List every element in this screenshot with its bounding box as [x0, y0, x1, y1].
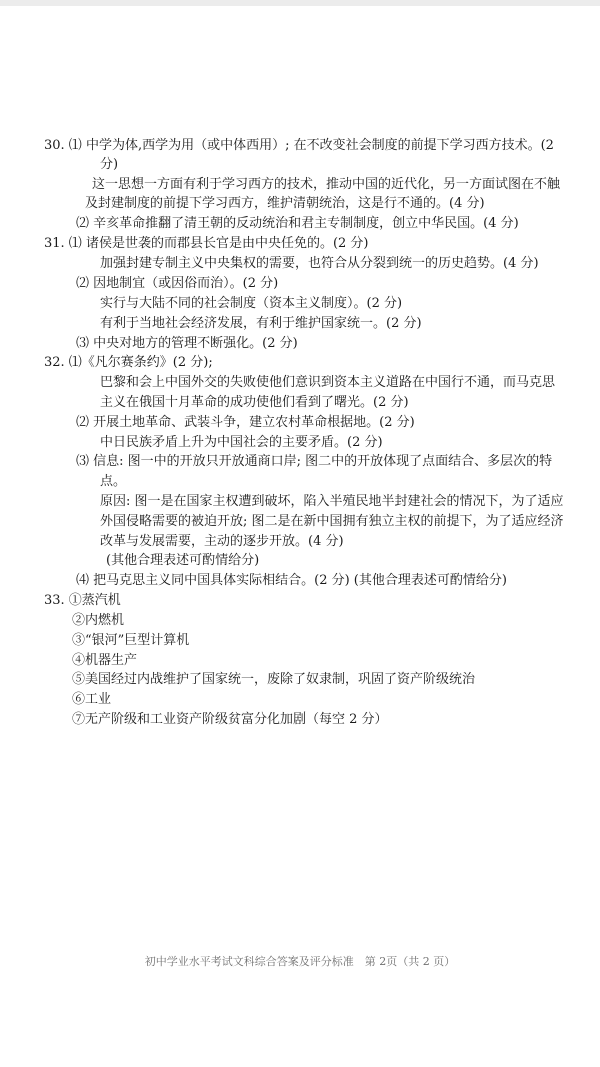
q30-part1-line1: 30. ⑴ 中学为体,西学为用（或中体西用）; 在不改变社会制度的前提下学习西方技术。(2: [44, 138, 554, 153]
page-footer: 初中学业水平考试文科综合答案及评分标准 第 2页（共 2 页）: [144, 955, 456, 968]
q32-part3-line5: 改革与发展需要，主动的逐步开放。(4 分): [100, 534, 344, 549]
q32-part2-line1: ⑵ 开展土地革命、武装斗争，建立农村革命根据地。(2 分): [76, 415, 415, 430]
q31-part2-line1: ⑵ 因地制宜（或因俗而治）。(2 分): [76, 276, 279, 291]
q30-part2-line1: ⑵ 辛亥革命推翻了清王朝的反动统治和君主专制制度，创立中华民国。(4 分): [76, 216, 519, 231]
q31-part3-line1: ⑶ 中央对地方的管理不断强化。(2 分): [76, 336, 298, 351]
q32-part2-line2: 中日民族矛盾上升为中国社会的主要矛盾。(2 分): [100, 435, 383, 450]
q32-part3-line4: 外国侵略需要的被迫开放; 图二是在新中国拥有独立主权的前提下，为了适应经济: [100, 514, 564, 529]
q32-part4-line1: ⑷ 把马克思主义同中国具体实际相结合。(2 分) (其他合理表述可酌情给分): [76, 573, 507, 588]
q33-line5: ⑤美国经过内战维护了国家统一，废除了奴隶制，巩固了资产阶级统治: [72, 672, 476, 687]
q32-part1-line1: 32. ⑴《凡尔赛条约》(2 分);: [44, 355, 213, 370]
top-edge-bar: [0, 0, 600, 6]
q31-part1-line2: 加强封建专制主义中央集权的需要，也符合从分裂到统一的历史趋势。(4 分): [100, 256, 539, 271]
q31-part2-line2: 实行与大陆不同的社会制度（资本主义制度）。(2 分): [100, 296, 403, 311]
q31-part2-line3: 有利于当地社会经济发展，有利于维护国家统一。(2 分): [100, 316, 422, 331]
q33-line6: ⑥工业: [72, 692, 112, 707]
q30-part1-line4: 及封建制度的前提下学习西方，维护清朝统治，这是行不通的。(4 分): [85, 196, 485, 211]
q32-part1-line2: 巴黎和会上中国外交的失败使他们意识到资本主义道路在中国行不通，而马克思: [100, 375, 556, 390]
q33-line1: 33. ①蒸汽机: [44, 593, 121, 608]
q33-line2: ②内燃机: [72, 613, 125, 628]
q32-part3-line1: ⑶ 信息: 图一中的开放只开放通商口岸; 图二中的开放体现了点面结合、多层次的特: [76, 454, 553, 469]
q31-part1-line1: 31. ⑴ 诸侯是世袭的而郡县长官是由中央任免的。(2 分): [44, 236, 369, 251]
q30-part1-line2: 分): [100, 157, 119, 172]
q33-line3: ③“银河”巨型计算机: [72, 633, 190, 648]
q30-part1-line3: 这一思想一方面有利于学习西方的技术，推动中国的近代化，另一方面试图在不触: [92, 177, 561, 192]
q33-line7: ⑦无产阶级和工业资产阶级贫富分化加剧（每空 2 分）: [72, 712, 388, 727]
q33-line4: ④机器生产: [72, 653, 138, 668]
q32-part3-line2: 点。: [100, 474, 127, 489]
q32-part3-line3: 原因: 图一是在国家主权遭到破坏，陷入半殖民地半封建社会的情况下，为了适应: [100, 494, 564, 509]
q32-part1-line3: 主义在俄国十月革命的成功使他们看到了曙光。(2 分): [100, 395, 409, 410]
q32-part3-line6: (其他合理表述可酌情给分): [106, 553, 260, 568]
